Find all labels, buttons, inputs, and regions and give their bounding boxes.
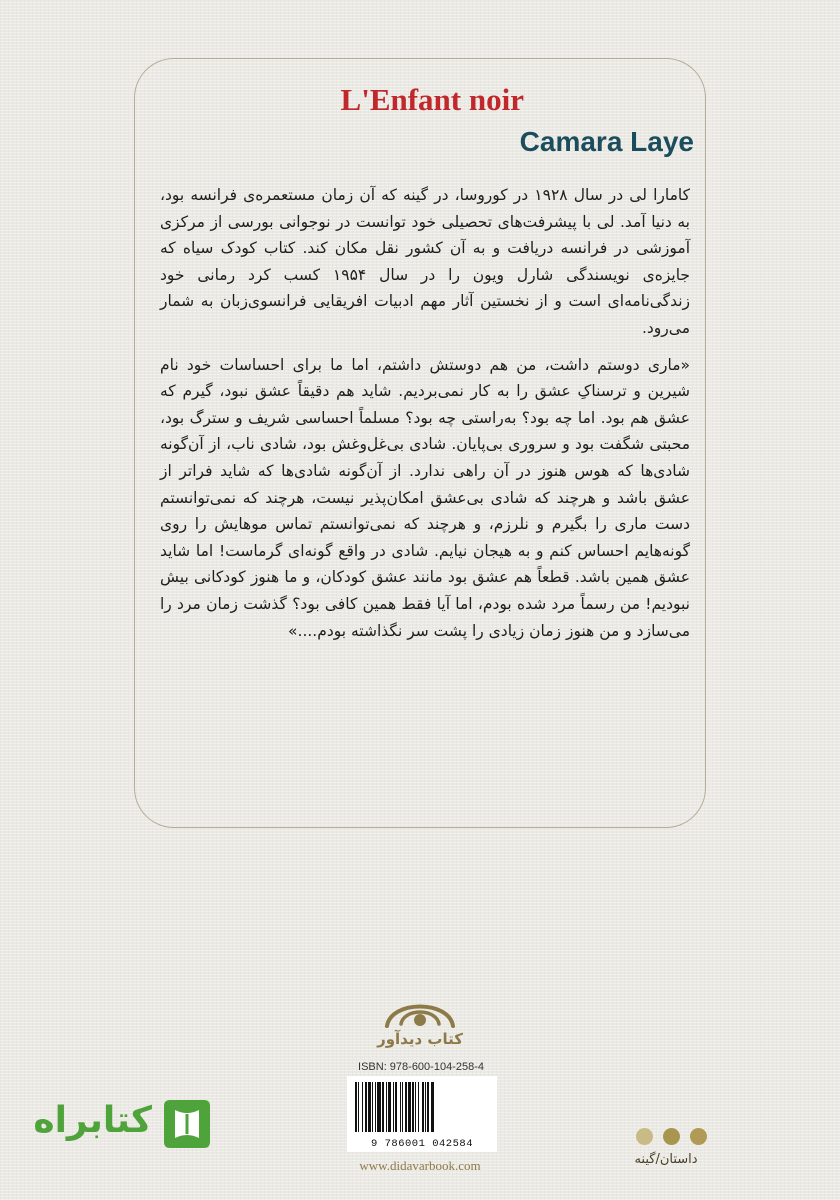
series-dot — [636, 1128, 653, 1145]
barcode-bar — [362, 1082, 363, 1132]
publisher-name: کتاب دیدآور — [377, 1030, 463, 1048]
author-name: Camara Laye — [519, 126, 694, 157]
barcode-bar — [422, 1082, 424, 1132]
barcode-bar — [355, 1082, 357, 1132]
barcode-bar — [418, 1082, 419, 1132]
barcode-bar — [400, 1082, 401, 1132]
series-label: داستان/گینه — [634, 1152, 698, 1167]
store-name: کتابراه — [33, 1100, 152, 1141]
barcode-bar — [388, 1082, 391, 1132]
isbn-label: ISBN: 978-600-104-258-4 — [358, 1061, 484, 1073]
barcode-bar — [375, 1082, 376, 1132]
series-dots — [636, 1128, 712, 1148]
barcode-bar — [358, 1082, 359, 1132]
barcode-bar — [395, 1082, 397, 1132]
barcode-bar — [386, 1082, 387, 1132]
barcode — [347, 1076, 497, 1152]
barcode-bar — [365, 1082, 367, 1132]
barcode-bar — [408, 1082, 411, 1132]
excerpt-paragraph: «ماری دوستم داشت، من هم دوستش داشتم، اما ما برای احساسات خود نام شیرین و ترسناکِ عشق را به کار نمی‌بردیم. شاید هم دقیقاً عشق نبود، گیرم که عشق هم بود. اما چه بود؟ به‌راستی چه بود؟ مسلماً احساسی شریف و سترگ بود، محبتی شگفت بود و سروری بی‌پایان. شادی بی‌غل‌وغش بود، شادی ناب، از آن‌گونه شادی‌ها که هوس هنوز در آن راهی ندارد. از آن‌گونه شادی‌ها که شاید فراتر از عشق باشد و هرچند که شادی بی‌عشق امکان‌پذیر نیست، هرچند که نمی‌توانستم دست ماری را بگیرم و نلرزم، و هرچند که نمی‌توانستم تماس موهایش را روی گونه‌هایم احساس کنم و به هیجان نیایم. شادی در واقع گونه‌ای گرماست! اما شاید عشق همین باشد. قطعاً هم عشق بود مانند عشق کودکان، و ما هنوز کودکانی بیش نبودیم! من رسماً مرد شده بودم، اما آیا فقط همین کافی بود؟ گذشت زمان مرد را می‌سازد و من هنوز زمان زیادی را پشت سر نگذاشته بودم....» — [160, 355, 690, 640]
store-book-icon — [160, 1096, 214, 1156]
book-title: L'Enfant noir — [340, 82, 524, 117]
barcode-bar — [425, 1082, 426, 1132]
back-cover-text — [160, 182, 690, 644]
store-logo — [28, 1092, 214, 1156]
barcode-bars-icon — [353, 1082, 491, 1132]
barcode-bar — [431, 1082, 434, 1132]
series-dot — [690, 1128, 707, 1145]
publisher-website[interactable]: www.didavarbook.com — [359, 1158, 481, 1173]
barcode-bar — [427, 1082, 429, 1132]
barcode-bar — [382, 1082, 384, 1132]
barcode-bar — [372, 1082, 373, 1132]
barcode-bar — [377, 1082, 381, 1132]
barcode-digits: 9 786001 042584 — [370, 1138, 473, 1150]
barcode-bar — [405, 1082, 407, 1132]
barcode-bar — [415, 1082, 416, 1132]
barcode-bar — [368, 1082, 371, 1132]
barcode-bar — [402, 1082, 403, 1132]
series-dot — [663, 1128, 680, 1145]
barcode-bar — [412, 1082, 414, 1132]
synopsis-paragraph: کامارا لی در سال ۱۹۲۸ در کوروسا، در گینه که آن زمان مستعمره‌ی فرانسه بود، به دنیا آمد. لی با پیشرفت‌های تحصیلی خود توانست در نوجوانی بورسی از مرکزی آموزشی در فرانسه دریافت و به آن کشور نقل مکان کند. کتاب کودک سیاه که جایزه‌ی نویسندگی شارل ویون را در سال ۱۹۵۴ کسب کرد رمانی خود زندگی‌نامه‌ای است و از نخستین آثار مهم ادبیات افریقایی فرانسوی‌زبان به شمار می‌رود. — [160, 186, 691, 337]
barcode-bar — [393, 1082, 394, 1132]
